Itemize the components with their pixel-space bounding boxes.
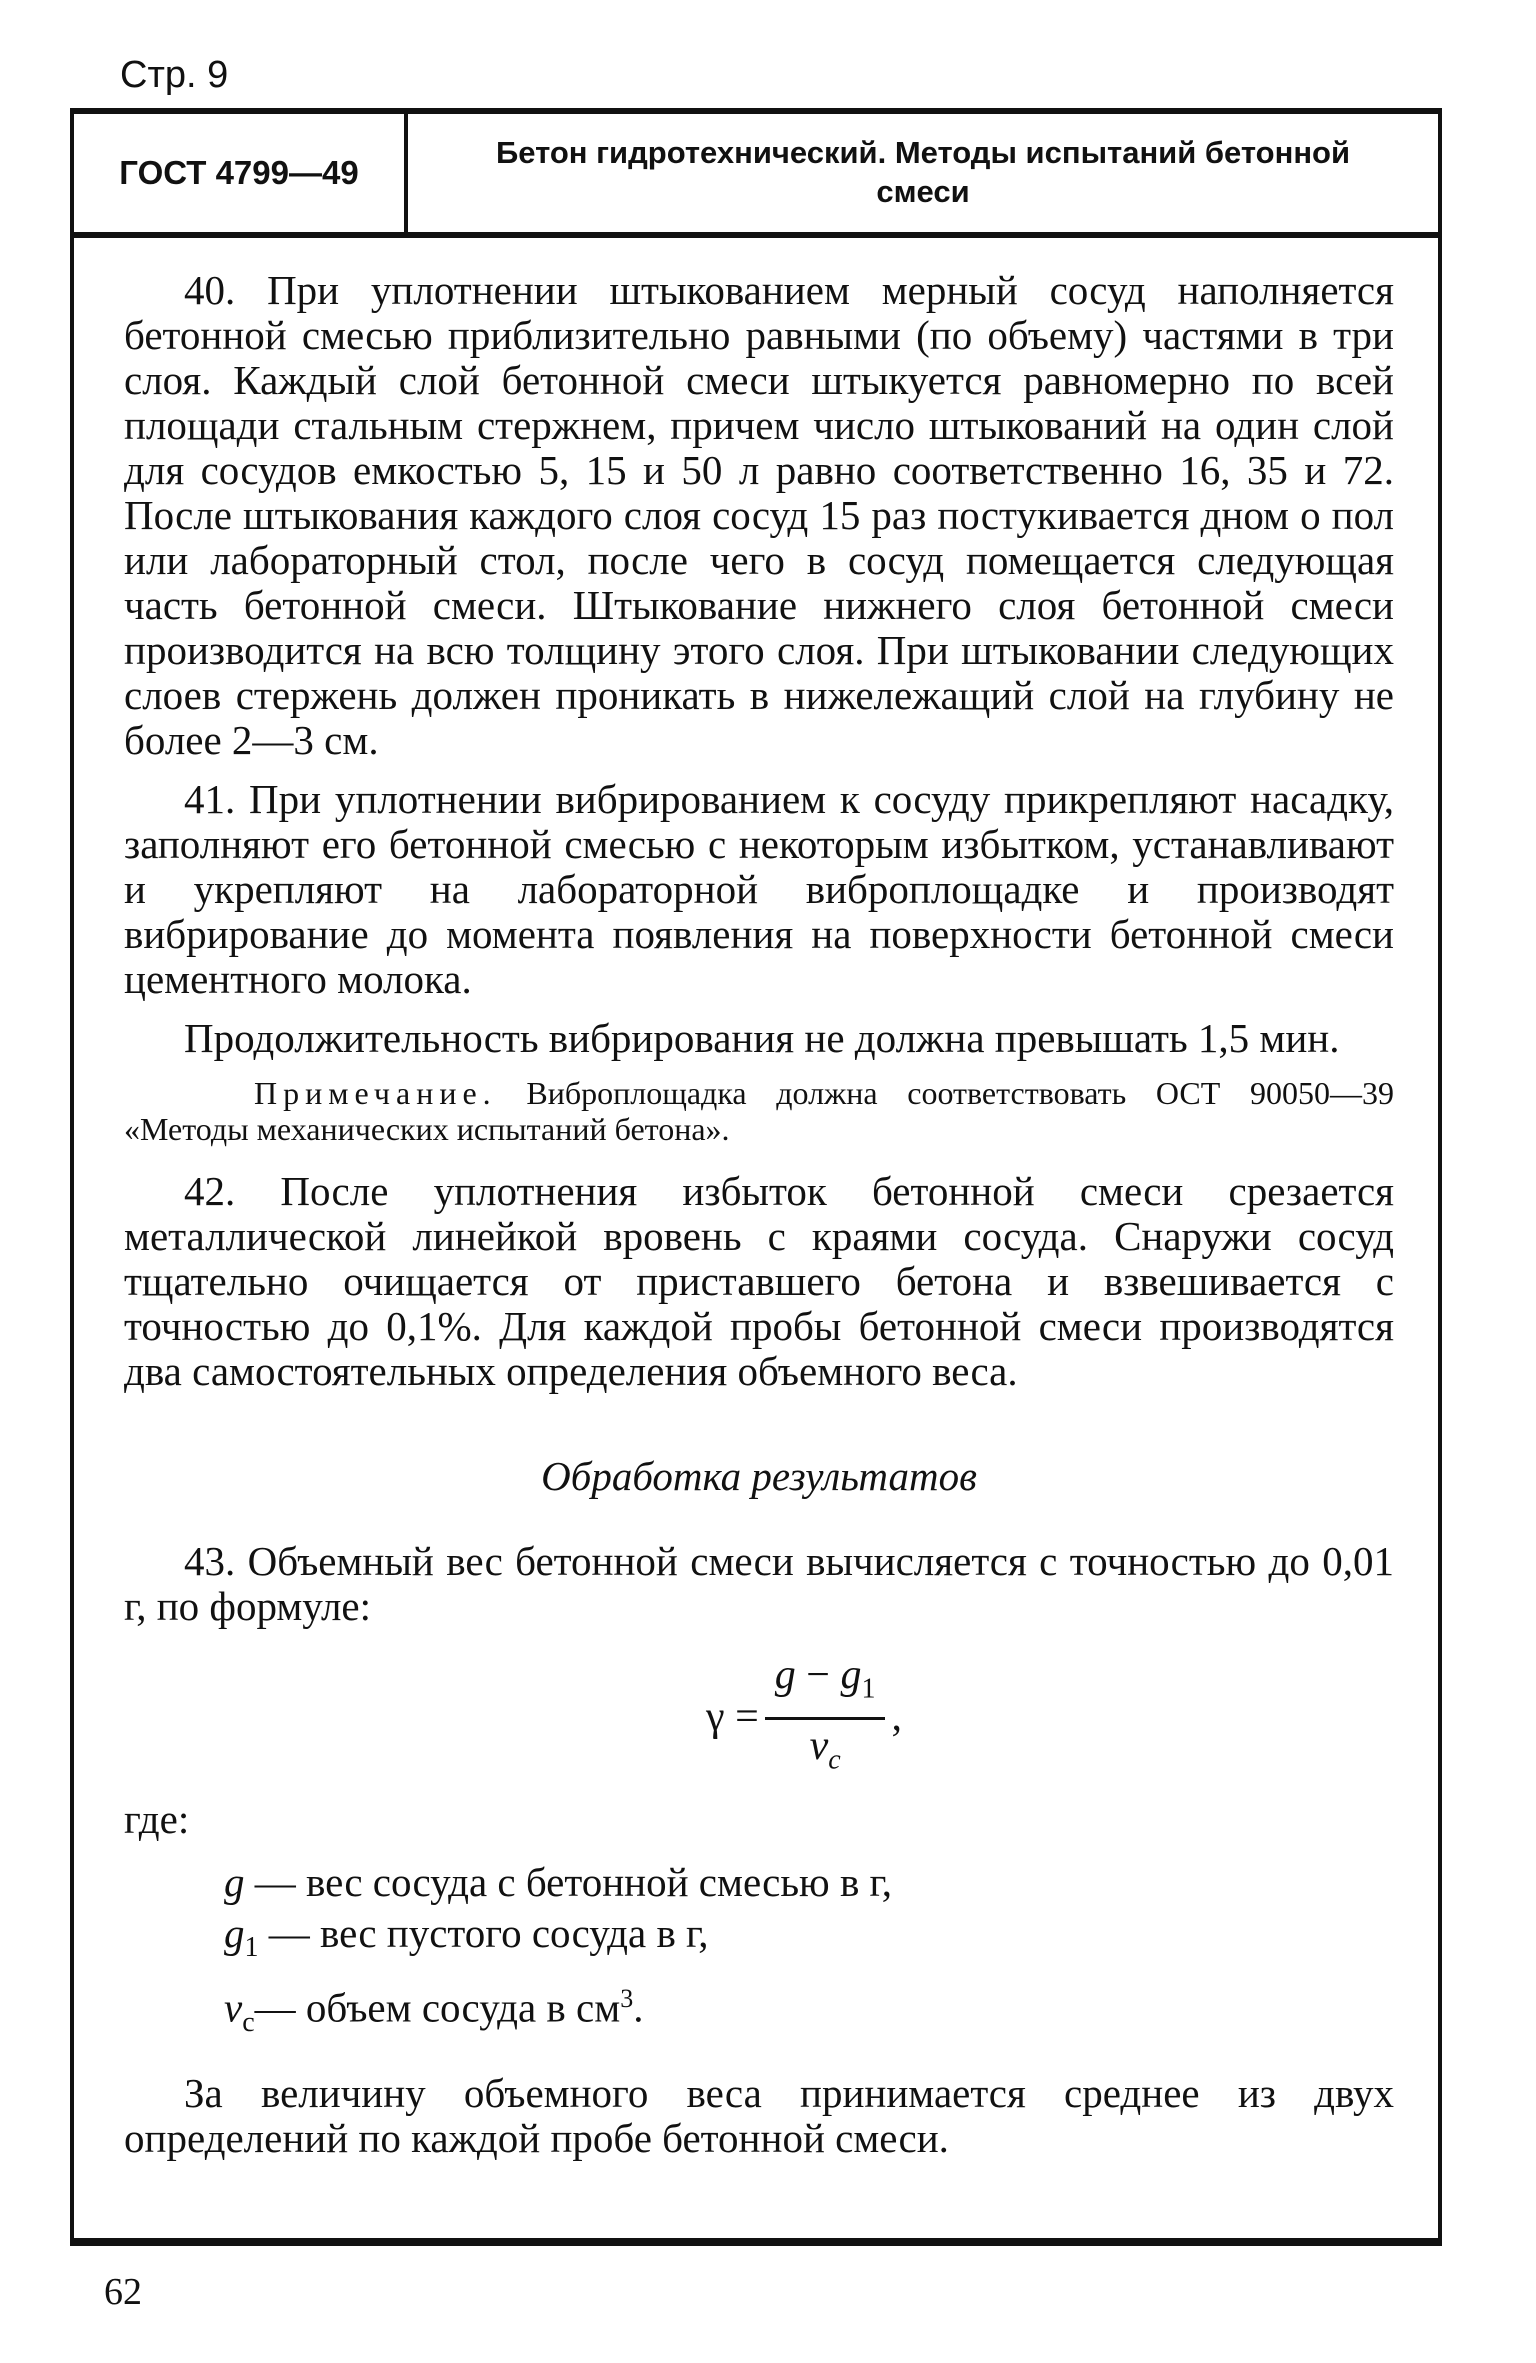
document-body: [74, 238, 1438, 2161]
section-title: Обработка результатов: [541, 1453, 977, 1499]
formula-denominator: $v_c$: [809, 1723, 841, 1776]
standard-number: ГОСТ 4799—49: [74, 114, 408, 232]
document-title: Бетон гидротехнический. Методы испытаний бетонной смеси: [495, 135, 1351, 209]
formula-lhs: γ =: [706, 1694, 759, 1741]
formula: [124, 1653, 1394, 1783]
paragraph-40: 40. При уплотнении штыкованием мерный сосуд наполняется бетонной смесью приблизительно равными (по объему) частями в три слоя. Каждый слой бетонной смеси штыкуется равномерно по всей площади стальным стержнем, причем число штыкований на один слой для сосудов емкостью 5, 15 и 50 л равно соответственно 16, 35 и 72. После штыкования каждого слоя сосуд 15 раз постукивается дном о пол или лабораторный стол, после чего в сосуд помещается следующая часть бетонной смеси. Штыкование нижнего слоя бетонной смеси производится на всю толщину этого слоя. При штыковании следующих слоев стержень должен проникать в нижележащий слой на глубину не более 2—3 см.: [124, 267, 1394, 763]
paragraph-41: 41. При уплотнении вибрированием к сосуду прикрепляют насадку, заполняют его бетонной смесью с некоторым избытком, устанавливают и укрепляют на лабораторной виброплощадке и производят вибрирование до момента появления на поверхности бетонной смеси цементного молока.: [124, 776, 1394, 1002]
header: [74, 114, 1438, 238]
definition-g: g — вес сосуда с бетонной смесью в г,: [224, 1858, 892, 1905]
formula-comma: ,: [891, 1694, 902, 1741]
page-label: Стр. 9: [120, 54, 229, 96]
page-number: 62: [104, 2271, 142, 2313]
where-label: где:: [124, 1795, 190, 1842]
page-frame: [70, 108, 1442, 2246]
definition-vc: $v_c—$ объем сосуда в $см^3$.: [224, 1983, 644, 2038]
closing-paragraph: За величину объемного веса принимается среднее из двух определений по каждой пробе бетонной смеси.: [124, 2069, 1394, 2161]
note: [124, 1075, 1394, 1147]
paragraph-41-duration: Продолжительность вибрирования не должна превышать 1,5 мин.: [184, 1015, 1340, 1061]
note-label: Примечание.: [254, 1075, 497, 1111]
paragraph-43: 43. Объемный вес бетонной смеси вычисляется с точностью до 0,01 г, по формуле:: [124, 1538, 1394, 1629]
note-text: Виброплощадка должна соответствовать ОСТ 90050—39 «Методы механических испытаний бетона».: [124, 1075, 1395, 1147]
paragraph-42: 42. После уплотнения избыток бетонной смеси срезается металлической линейкой вровень с краями сосуда. Снаружи сосуд тщательно очищается от приставшего бетона и взвешивается с точностью до 0,1%. Для каждой пробы бетонной смеси производятся два самостоятельных определения объемного веса.: [124, 1168, 1394, 1394]
formula-fraction: [765, 1653, 886, 1783]
formula-numerator: $g - g_1$: [765, 1653, 886, 1720]
definition-g1: $g_1$ — вес пустого сосуда в г,: [224, 1909, 709, 1963]
